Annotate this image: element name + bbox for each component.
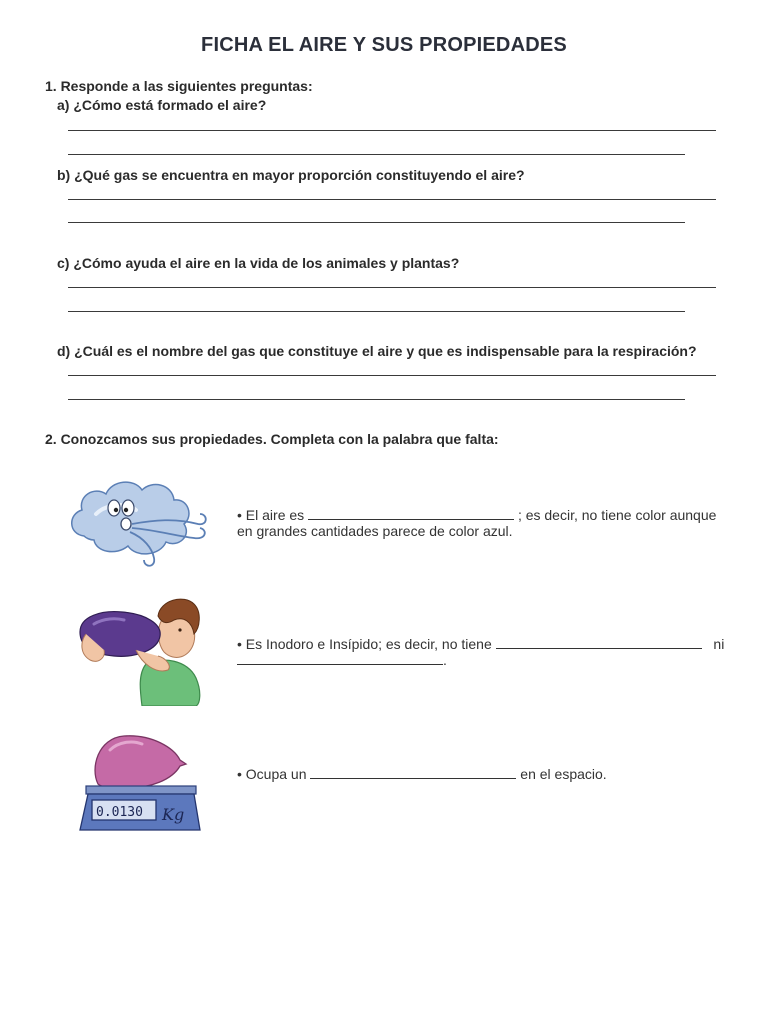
blank-3[interactable] (310, 766, 516, 779)
answer-line-c2[interactable] (68, 311, 685, 312)
section-1-heading: 1. Responde a las siguientes preguntas: (45, 78, 313, 94)
property-item-1-after: ; es decir, no tiene color aunque en grandes cantidades parece de color azul. (237, 507, 717, 539)
answer-line-c1[interactable] (68, 287, 716, 288)
answer-line-b2[interactable] (68, 222, 685, 223)
property-item-3-after: en el espacio. (520, 766, 607, 782)
property-item-2-before: • Es Inodoro e Insípido; es decir, no tiene (237, 636, 492, 652)
property-item-1-before: • El aire es (237, 507, 305, 523)
property-item-2 (237, 636, 727, 668)
property-item-2-middle: ni (713, 636, 725, 652)
property-item-2-after: . (443, 652, 447, 668)
question-a: a) ¿Cómo está formado el aire? (57, 97, 267, 113)
question-b: b) ¿Qué gas se encuentra en mayor proporción constituyendo el aire? (57, 167, 525, 183)
balloon-on-scale-icon (76, 730, 204, 834)
answer-line-b1[interactable] (68, 199, 716, 200)
scale-display: 0.0130 (96, 805, 143, 820)
blank-2b[interactable] (237, 652, 443, 665)
question-d: d) ¿Cuál es el nombre del gas que constituye el aire y que es indispensable para la respiración? (57, 343, 697, 359)
answer-line-a2[interactable] (68, 154, 685, 155)
blowing-cloud-icon (66, 474, 212, 570)
boy-inflating-balloon-icon (76, 594, 206, 706)
question-c: c) ¿Cómo ayuda el aire en la vida de los animales y plantas? (57, 255, 460, 271)
page-title: FICHA EL AIRE Y SUS PROPIEDADES (201, 34, 567, 56)
property-item-3-before: • Ocupa un (237, 766, 307, 782)
answer-line-d2[interactable] (68, 399, 685, 400)
property-item-1 (237, 507, 727, 539)
blank-2a[interactable] (496, 636, 702, 649)
property-item-3 (237, 766, 727, 782)
section-2-heading: 2. Conozcamos sus propiedades. Completa con la palabra que falta: (45, 431, 499, 447)
blank-1[interactable] (308, 507, 514, 520)
scale-unit: Kg (162, 805, 185, 824)
answer-line-d1[interactable] (68, 375, 716, 376)
answer-line-a1[interactable] (68, 130, 716, 131)
